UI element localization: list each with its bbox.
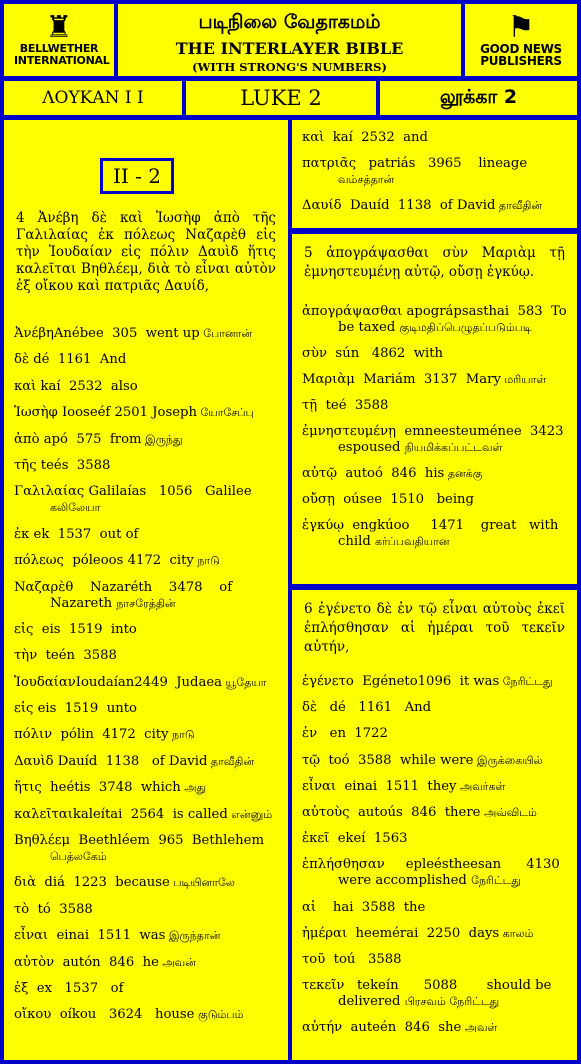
entry-continuation	[302, 440, 567, 456]
greek-word: εἰς	[14, 701, 34, 717]
word-entry	[294, 424, 575, 456]
good-news-logo	[465, 4, 577, 76]
greek-word: Ναζαρὲθ	[14, 579, 74, 595]
word-entry	[294, 674, 575, 690]
tamil-gloss: போனான்	[199, 327, 253, 340]
greek-word: αὐτῷ	[302, 466, 337, 481]
tamil-gloss: நாடு	[168, 728, 195, 742]
tamil-gloss: படியினாலே	[169, 876, 235, 890]
verse-4-text: 4 Ἀνέβη δὲ καὶ Ἰωσὴφ ἀπὸ τῆς Γαλιλαίας ἐκ πόλεως Ναζαρὲθ εἰς τὴν Ἰουδαίαν εἰς πόλιν Δαυὶδ ἥτις καλεῖται Βηθλέεμ, διὰ τὸ εἶναι αὐτὸν ἐξ οἴκου καὶ πατριᾶς Δαυίδ,	[16, 210, 276, 294]
word-entry	[6, 432, 286, 448]
tamil-gloss: அவள்	[461, 1021, 498, 1035]
greek-word: τεκεῖν	[302, 978, 345, 994]
transliteration: tó 3588	[29, 901, 93, 917]
header-title-block	[118, 4, 461, 76]
greek-word: ἥτις	[14, 780, 42, 796]
transliteration: autoó 846 his	[336, 466, 445, 481]
transliteration: teé 3588	[317, 398, 389, 413]
entry-continuation	[302, 320, 567, 336]
tamil-gloss: நேரிட்டது	[499, 675, 553, 688]
word-entry	[6, 807, 286, 823]
greek-word: καὶ	[302, 130, 325, 145]
word-entry	[294, 857, 575, 889]
word-entry	[294, 398, 575, 414]
greek-word: τῷ	[302, 752, 321, 768]
tamil-gloss: கர்ப்பவதியான	[374, 535, 450, 548]
greek-word: τοῦ	[302, 951, 326, 967]
verse-5-word-list	[294, 304, 575, 560]
transliteration: pólin 4172 city	[52, 727, 169, 743]
transliteration: en 1722	[317, 726, 388, 742]
transliteration: ex 1537 of	[28, 980, 124, 996]
word-entry	[6, 379, 286, 395]
greek-word: δὲ	[14, 352, 30, 368]
greek-word: Δαυὶδ	[14, 753, 54, 769]
greek-word: αὐτήν	[302, 1020, 343, 1036]
transliteration: ekeí 1563	[329, 831, 408, 847]
tamil-gloss: அவன்	[158, 955, 196, 969]
transliteration: ek 1537 out of	[29, 526, 139, 542]
word-entry	[294, 156, 575, 188]
transliteration: toú 3588	[325, 951, 402, 967]
left-column	[4, 120, 288, 1060]
entry-continuation	[14, 500, 278, 516]
transliteration: heemérai 2250 days	[347, 925, 500, 941]
tamil-gloss: மரியாள்	[500, 373, 547, 386]
tamil-gloss: யூதேயா	[221, 675, 267, 689]
transliteration: Ioudaían2449 Judaea	[75, 674, 222, 690]
word-entry	[294, 304, 575, 336]
title-english: THE INTERLAYER BIBLE	[175, 39, 404, 58]
word-entry	[6, 955, 286, 971]
greek-word: καὶ	[14, 378, 37, 394]
transliteration: epleéstheesan 4130	[384, 857, 560, 873]
word-entry	[6, 484, 286, 516]
word-entry	[294, 492, 575, 508]
english-continuation: child	[338, 534, 375, 549]
transliteration: kaí 2532 also	[36, 378, 138, 394]
entry-continuation	[302, 534, 567, 550]
transliteration: eis 1519 into	[33, 621, 137, 637]
verse-6-text: 6 ἐγένετο δὲ ἐν τῷ εἶναι αὐτοὺς ἐκεῖ ἐπλήσθησαν αἱ ἡμέραι τοῦ τεκεῖν αὐτήν,	[304, 601, 565, 655]
greek-word: ἐκ	[14, 526, 30, 542]
greek-word: ἡμέραι	[302, 925, 348, 941]
word-entry	[6, 622, 286, 638]
english-continuation: delivered	[338, 994, 405, 1010]
tamil-gloss: அவ்விடம்	[480, 805, 537, 819]
transliteration: toó 3588 while were	[320, 752, 474, 768]
word-entry	[6, 326, 286, 342]
transliteration: oúsee 1510 being	[334, 492, 474, 507]
transliteration: dé 1161 And	[317, 700, 432, 716]
word-entry	[294, 130, 575, 146]
greek-word: εἶναι	[14, 928, 49, 944]
greek-word: ἐπλήσθησαν	[302, 857, 385, 873]
word-entry	[294, 726, 575, 742]
greek-word: τὸ	[14, 901, 30, 917]
english-continuation: were accomplished	[338, 873, 472, 889]
greek-word: αὐτὸν	[14, 954, 55, 970]
bellwether-logo	[4, 4, 114, 76]
greek-word: αὐτοὺς	[302, 804, 350, 820]
verse-5-panel	[292, 234, 577, 584]
greek-word: Μαριὰμ	[302, 372, 355, 387]
transliteration: auteén 846 she	[342, 1020, 462, 1036]
shepherd-icon: ⚑	[507, 10, 535, 45]
greek-word: σὺν	[302, 346, 328, 361]
word-entry	[294, 518, 575, 550]
word-entry	[6, 458, 286, 474]
greek-word: ἀπὸ	[14, 431, 40, 447]
tamil-gloss: தாவீதின்	[495, 199, 543, 212]
greek-word: Ἰουδαίαν	[14, 674, 76, 690]
tamil-gloss: பெத்லகேம்	[50, 850, 107, 864]
english-continuation: Nazareth	[50, 595, 117, 611]
greek-word: Ἰωσὴφ	[14, 405, 58, 421]
word-entry	[6, 405, 286, 421]
transliteration: hai 3588 the	[316, 899, 426, 915]
transliteration: heétis 3748 which	[41, 780, 181, 796]
greek-word: οἴκου	[14, 1007, 52, 1023]
word-entry	[294, 779, 575, 795]
transliteration: dé 1161 And	[29, 352, 127, 368]
tamil-gloss: நேரிட்டது	[471, 874, 521, 888]
greek-word: καλεῖται	[14, 806, 73, 822]
nav-english[interactable]: LUKE 2	[186, 81, 376, 115]
word-entry	[6, 701, 286, 717]
transliteration: autoús 846 there	[349, 804, 481, 820]
english-continuation: be taxed	[338, 320, 400, 335]
greek-word: Δαυίδ	[302, 198, 342, 213]
chapter-box: II - 2	[100, 158, 174, 194]
entry-continuation	[14, 849, 278, 865]
transliteration: Iooseéf 2501 Joseph	[57, 405, 197, 421]
transliteration: autón 846 he	[54, 954, 159, 970]
transliteration: tekeín 5088 should be	[344, 978, 552, 994]
transliteration: diá 1223 because	[36, 875, 170, 891]
greek-word: τῆς	[14, 457, 37, 473]
word-entry	[6, 580, 286, 612]
transliteration: Nazaréth 3478 of	[73, 579, 233, 595]
transliteration: póleoos 4172 city	[63, 553, 194, 569]
verse-6-word-list	[294, 674, 575, 1046]
transliteration: engkúoo 1471 great with	[343, 518, 559, 533]
word-entry	[6, 833, 286, 865]
tamil-gloss: யோசேப்பு	[196, 406, 254, 420]
entry-continuation	[302, 994, 567, 1010]
tamil-gloss: என்னும்	[227, 807, 273, 821]
title-tamil: படிநிலை வேதாகமம்	[198, 11, 381, 33]
greek-word: αἱ	[302, 899, 317, 915]
greek-word: πόλιν	[14, 727, 53, 743]
transliteration: Dauíd 1138 of David	[53, 753, 208, 769]
greek-word: ἀπογράψασθαι	[302, 304, 403, 319]
tamil-gloss: குடும்பம்	[194, 1008, 244, 1022]
transliteration: kaí 2532 and	[324, 130, 428, 145]
word-entry	[294, 466, 575, 482]
greek-word: ἐξ	[14, 980, 29, 996]
bellwether-logo-text: BELLWETHER INTERNATIONAL	[14, 42, 110, 67]
word-entry	[6, 902, 286, 918]
transliteration: emneesteuménee 3423	[396, 424, 564, 439]
entry-continuation	[302, 172, 567, 188]
transliteration: Mariám 3137 Mary	[354, 372, 501, 387]
transliteration: apográpsasthai 583 To	[402, 304, 567, 319]
word-entry	[294, 952, 575, 968]
verse-6-panel	[292, 590, 577, 1060]
word-entry	[6, 875, 286, 891]
word-entry	[294, 831, 575, 847]
transliteration: teén 3588	[37, 648, 117, 664]
transliteration: sún 4862 with	[327, 346, 444, 361]
word-entry	[6, 352, 286, 368]
transliteration: einai 1511 they	[336, 778, 457, 794]
transliteration: Dauíd 1138 of David	[341, 198, 496, 213]
transliteration: Beethléem 965 Bethlehem	[70, 833, 264, 849]
tamil-gloss: காலம்	[499, 926, 534, 940]
greek-word: Ἀνέβη	[14, 326, 54, 341]
word-entry	[294, 753, 575, 769]
greek-word: τὴν	[14, 648, 38, 664]
subtitle: (WITH STRONG'S NUMBERS)	[192, 60, 387, 74]
tamil-gloss: கலிலேயா	[50, 501, 101, 515]
tamil-gloss: அவர்கள்	[456, 779, 506, 793]
transliteration: oíkou 3624 house	[51, 1007, 195, 1023]
transliteration: patriás 3965 lineage	[356, 156, 528, 171]
tamil-gloss: வம்சத்தான்	[338, 173, 395, 186]
tamil-gloss: இருந்தான்	[165, 929, 221, 943]
transliteration: kaleítai 2564 is called	[72, 806, 228, 822]
word-entry	[294, 926, 575, 942]
greek-word: οὔσῃ	[302, 492, 335, 507]
right-top-panel	[292, 120, 577, 228]
transliteration: Galilaías 1056 Galilee	[84, 484, 252, 500]
verse-5-text: 5 ἀπογράψασθαι σὺν Μαριὰμ τῇ ἐμνηστευμένῃ αὐτῷ, οὔσῃ ἐγκύῳ.	[304, 245, 565, 280]
word-entry	[294, 700, 575, 716]
greek-word: Βηθλέεμ	[14, 833, 71, 849]
tamil-gloss: நாசரேத்தின்	[116, 596, 176, 610]
tamil-gloss: தாவீதின்	[207, 754, 255, 768]
greek-word: ἐγένετο	[302, 674, 354, 689]
word-entry	[6, 527, 286, 543]
word-entry	[6, 754, 286, 770]
greek-word: ἐμνηστευμένῃ	[302, 424, 397, 439]
tamil-gloss: தனக்கு	[444, 467, 483, 480]
word-entry	[294, 346, 575, 362]
word-entry	[294, 1020, 575, 1036]
greek-word: ἐν	[302, 726, 318, 742]
tamil-gloss: குடிமதிப்பெழுதப்படும்படி	[399, 321, 532, 334]
greek-word: ἐκεῖ	[302, 831, 330, 847]
word-entry	[6, 780, 286, 796]
word-entry	[6, 648, 286, 664]
left-word-list	[6, 326, 286, 1034]
word-entry	[294, 372, 575, 388]
transliteration: einai 1511 was	[48, 928, 166, 944]
tamil-gloss: நியமிக்கப்பட்டவள்	[404, 441, 503, 454]
word-entry	[294, 805, 575, 821]
transliteration: eis 1519 unto	[33, 701, 137, 717]
lighthouse-icon: ♜	[45, 10, 73, 45]
word-entry	[294, 198, 575, 214]
word-entry	[294, 978, 575, 1010]
greek-word: ἐγκύῳ	[302, 518, 344, 533]
good-news-logo-text: GOOD NEWS PUBLISHERS	[480, 42, 562, 68]
tamil-gloss: இருந்து	[141, 432, 183, 446]
word-entry	[6, 928, 286, 944]
right-top-word-list	[294, 130, 575, 224]
transliteration: Anébee 305 went up	[53, 326, 200, 341]
greek-word: εἰς	[14, 621, 34, 637]
nav-greek[interactable]: ΛΟΥΚΑΝ I I	[4, 81, 182, 115]
greek-word: τῇ	[302, 398, 318, 413]
english-continuation: espoused	[338, 440, 405, 455]
transliteration: teés 3588	[36, 457, 111, 473]
nav-tamil[interactable]: லூக்கா 2	[380, 81, 577, 115]
tamil-gloss: இருக்கையில்	[473, 753, 543, 767]
word-entry	[294, 900, 575, 916]
greek-word: διὰ	[14, 875, 37, 891]
word-entry	[6, 553, 286, 569]
word-entry	[6, 981, 286, 997]
tamil-gloss: அது	[180, 781, 207, 795]
tamil-gloss: பிரசவம் நேரிட்டது	[404, 995, 500, 1009]
greek-word: πόλεως	[14, 553, 64, 569]
greek-word: δὲ	[302, 700, 318, 716]
greek-word: πατριᾶς	[302, 156, 357, 171]
tamil-gloss: நாடு	[193, 554, 220, 568]
transliteration: apó 575 from	[39, 431, 142, 447]
entry-continuation	[302, 873, 567, 889]
greek-word: εἶναι	[302, 778, 337, 794]
greek-word: Γαλιλαίας	[14, 484, 85, 500]
transliteration: Egéneto1096 it was	[353, 674, 500, 689]
word-entry	[6, 1007, 286, 1023]
entry-continuation	[14, 596, 278, 612]
word-entry	[6, 675, 286, 691]
word-entry	[6, 727, 286, 743]
